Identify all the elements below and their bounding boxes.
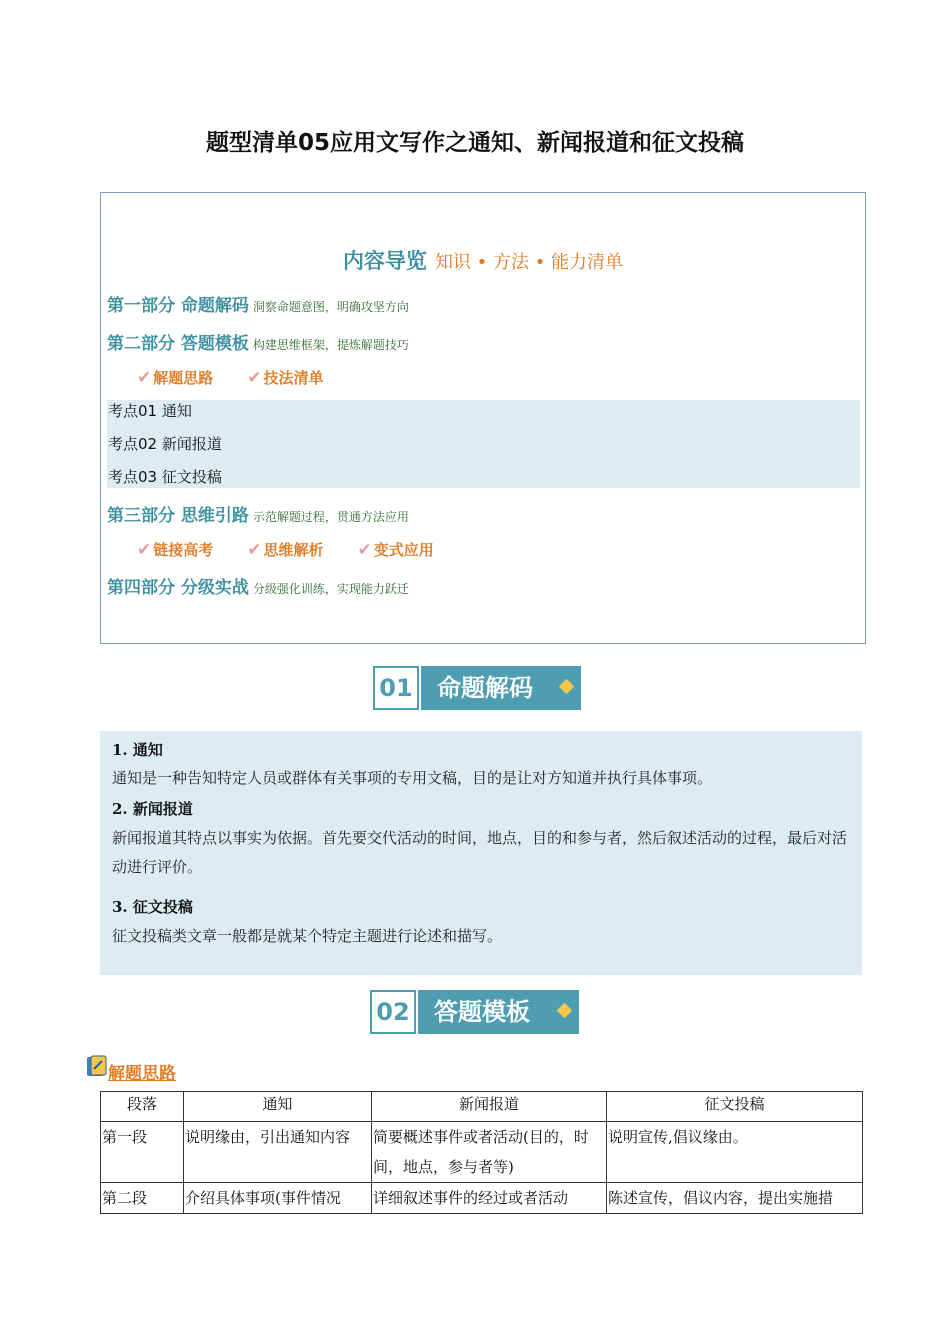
table-header-row [101, 1092, 863, 1122]
kaodian-item: 考点02 新闻报道 [108, 435, 222, 453]
table-row [101, 1183, 863, 1214]
section-2-badge [370, 990, 579, 1034]
check-item: ✔ 变式应用 [357, 540, 434, 560]
answer-template-table [100, 1091, 863, 1214]
check-item: ✔ 技法清单 [247, 368, 324, 388]
part-desc: 示范解题过程，贯通方法应用 [252, 510, 409, 524]
guide-part-2 [107, 329, 409, 354]
check-item: ✔ 思维解析 [247, 540, 324, 560]
item-text: 征文投稿类文章一般都是就某个特定主题进行论述和描写。 [112, 927, 503, 945]
notebook-icon [86, 1055, 108, 1077]
check-icon: ✔ [357, 540, 372, 560]
item-heading: 1. 通知 [112, 741, 163, 759]
column-header: 通知 [184, 1092, 372, 1122]
section-number: 02 [370, 990, 416, 1034]
check-icon: ✔ [137, 368, 152, 388]
table-cell: 说明宣传,倡议缘由。 [607, 1122, 863, 1183]
table-cell: 陈述宣传，倡议内容，提出实施措 [607, 1183, 863, 1214]
part-desc: 构建思维框架，提炼解题技巧 [252, 338, 409, 352]
table-cell: 说明缘由，引出通知内容 [184, 1122, 372, 1183]
table-cell: 详细叙述事件的经过或者活动 [372, 1183, 607, 1214]
kaodian-list [107, 400, 860, 488]
section-label: 命题解码 [421, 666, 581, 710]
kaodian-item: 考点03 征文投稿 [108, 468, 222, 486]
column-header: 新闻报道 [372, 1092, 607, 1122]
section-label: 答题模板 [418, 990, 579, 1034]
part-desc: 洞察命题意图，明确攻坚方向 [252, 300, 409, 314]
part-title: 第二部分 答题模板 [107, 334, 249, 354]
column-header: 段落 [101, 1092, 184, 1122]
guide-heading [101, 245, 865, 275]
section-1-content [100, 731, 862, 975]
guide-part-4 [107, 573, 409, 598]
guide-part-1 [107, 291, 409, 316]
table-row [101, 1122, 863, 1183]
section-number: 01 [373, 666, 419, 710]
table-cell: 第一段 [101, 1122, 184, 1183]
item-heading: 3. 征文投稿 [112, 898, 193, 916]
table-cell: 简要概述事件或者活动(目的，时间，地点，参与者等) [372, 1122, 607, 1183]
part-title: 第四部分 分级实战 [107, 578, 249, 598]
kaodian-item: 考点01 通知 [108, 402, 192, 420]
content-guide-box [100, 192, 866, 644]
tag-label: 解题思路 [108, 1064, 176, 1084]
item-heading: 2. 新闻报道 [112, 800, 193, 818]
section-1-badge [373, 666, 581, 710]
check-icon: ✔ [247, 368, 262, 388]
guide-title: 内容导览 [342, 249, 427, 273]
table-cell: 介绍具体事项(事件情况 [184, 1183, 372, 1214]
check-icon: ✔ [137, 540, 152, 560]
item-text: 新闻报道其特点以事实为依据。首先要交代活动的时间，地点，目的和参与者，然后叙述活动的过程，最后对活动进行评价。 [112, 829, 848, 876]
part2-checklist [137, 367, 358, 388]
item-text: 通知是一种告知特定人员或群体有关事项的专用文稿，目的是让对方知道并执行具体事项。 [112, 769, 713, 787]
column-header: 征文投稿 [607, 1092, 863, 1122]
table-cell: 第二段 [101, 1183, 184, 1214]
guide-subtitle: 知识 • 方法 • 能力清单 [434, 252, 624, 273]
check-item: ✔ 解题思路 [137, 368, 214, 388]
part-title: 第三部分 思维引路 [107, 506, 249, 526]
part-desc: 分级强化训练，实现能力跃迁 [252, 582, 409, 596]
guide-part-3 [107, 501, 409, 526]
part-title: 第一部分 命题解码 [107, 296, 249, 316]
part3-checklist [137, 539, 468, 560]
page-title: 题型清单05应用文写作之通知、新闻报道和征文投稿 [205, 130, 744, 156]
check-item: ✔ 链接高考 [137, 540, 214, 560]
check-icon: ✔ [247, 540, 262, 560]
